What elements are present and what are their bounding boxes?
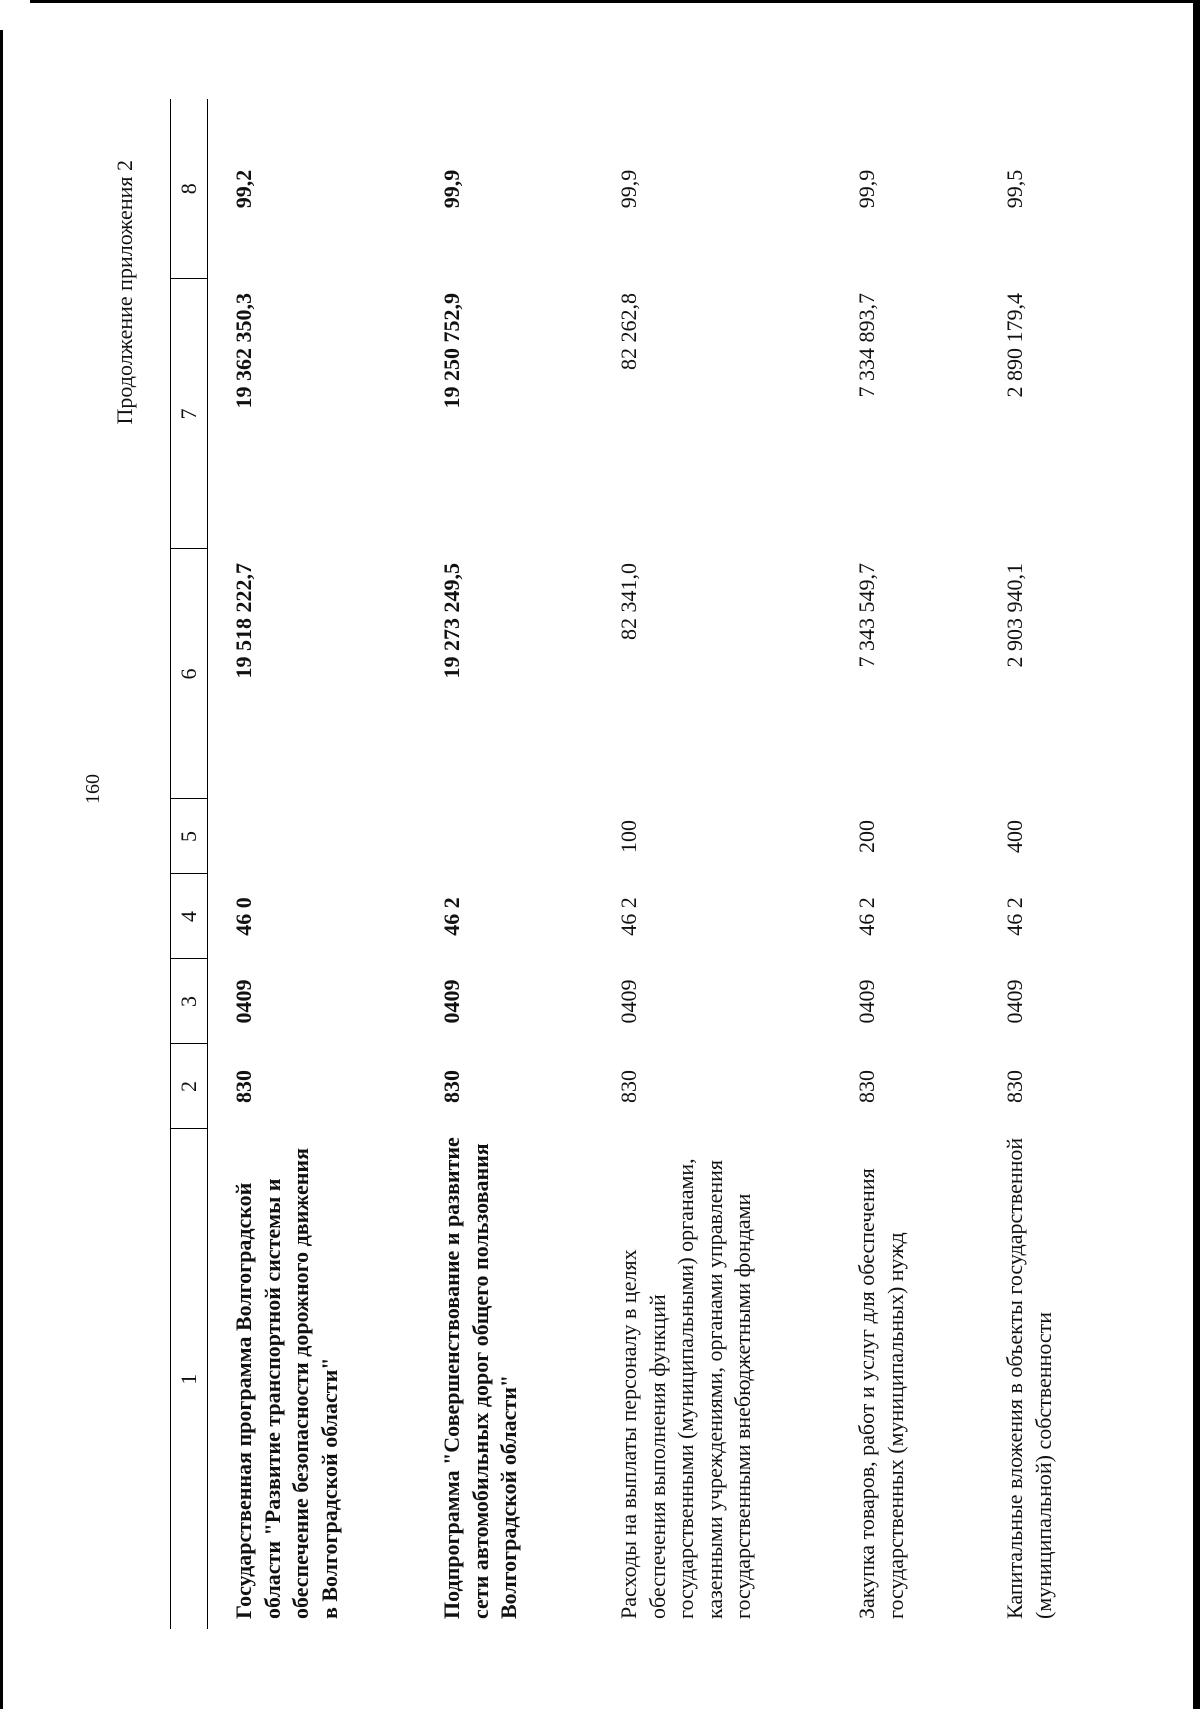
cell-actual: 19 250 752,9 xyxy=(439,293,464,409)
cell-admin-code: 830 xyxy=(616,1070,641,1103)
table-row xyxy=(979,99,1127,1629)
cell-expense-type xyxy=(416,799,593,874)
cell-percent: 99,9 xyxy=(854,169,879,209)
cell-planned: 2 903 940,1 xyxy=(1002,563,1027,668)
cell-admin-code: 830 xyxy=(439,1070,464,1103)
cell-section-code: 0409 xyxy=(231,979,256,1024)
row-description: Государственная программа Волгоградской области "Развитие транспортной системы и обеспечение безопасности дорожного движения в Волгоградской области" xyxy=(231,1148,342,1619)
table-row xyxy=(831,99,979,1629)
cell-target-code: 46 2 xyxy=(1002,897,1027,936)
cell-section-code: 0409 xyxy=(439,979,464,1024)
cell-admin-code: 830 xyxy=(231,1070,256,1103)
cell-planned: 19 273 249,5 xyxy=(439,563,464,679)
cell-section-code: 0409 xyxy=(1002,979,1027,1024)
cell-actual: 19 362 350,3 xyxy=(231,293,256,409)
budget-table xyxy=(170,99,1127,1629)
cell-target-code: 46 2 xyxy=(854,897,879,936)
cell-expense-type xyxy=(208,799,417,874)
cell-section-code: 0409 xyxy=(616,979,641,1024)
page-number: 160 xyxy=(82,774,104,804)
cell-admin-code: 830 xyxy=(854,1070,879,1103)
continuation-label: Продолжение приложения 2 xyxy=(112,160,137,425)
table-row xyxy=(416,99,593,1629)
cell-percent: 99,9 xyxy=(439,169,464,209)
row-description: Капитальные вложения в объекты государственной (муниципальной) собственности xyxy=(1002,1137,1056,1619)
cell-actual: 2 890 179,4 xyxy=(1002,293,1027,398)
header-row xyxy=(171,99,208,1629)
table-row xyxy=(593,99,831,1629)
row-description: Расходы на выплаты персоналу в целях обеспечения выполнения функций государственными (муниципальными) органами, казенными учреждениями, органами управления государственными внебюджетными фондами xyxy=(616,1158,756,1619)
cell-actual: 7 334 893,7 xyxy=(854,293,879,398)
header-col-8: 8 xyxy=(171,99,208,279)
header-col-1: 1 xyxy=(171,1129,208,1629)
cell-planned: 82 341,0 xyxy=(616,563,641,640)
cell-admin-code: 830 xyxy=(1002,1070,1027,1103)
header-col-5: 5 xyxy=(171,799,208,874)
cell-percent: 99,9 xyxy=(616,169,641,209)
cell-planned: 19 518 222,7 xyxy=(231,563,256,679)
header-col-4: 4 xyxy=(171,874,208,959)
cell-expense-type: 100 xyxy=(616,820,641,853)
cell-expense-type: 400 xyxy=(1002,820,1027,853)
header-col-3: 3 xyxy=(171,959,208,1044)
cell-target-code: 46 0 xyxy=(231,897,256,936)
header-col-6: 6 xyxy=(171,549,208,799)
header-col-2: 2 xyxy=(171,1044,208,1129)
cell-expense-type: 200 xyxy=(854,820,879,853)
table-row xyxy=(208,99,417,1629)
cell-target-code: 46 2 xyxy=(616,897,641,936)
cell-target-code: 46 2 xyxy=(439,897,464,936)
cell-percent: 99,2 xyxy=(231,169,256,209)
cell-planned: 7 343 549,7 xyxy=(854,563,879,668)
row-description: Закупка товаров, работ и услуг для обеспечения государственных (муниципальных) нужд xyxy=(854,1168,908,1619)
cell-section-code: 0409 xyxy=(854,979,879,1024)
row-description: Подпрограмма "Совершенствование и развитие сети автомобильных дорог общего пользования Волгоградской области" xyxy=(439,1137,522,1619)
cell-actual: 82 262,8 xyxy=(616,293,641,370)
cell-percent: 99,5 xyxy=(1002,169,1027,209)
header-col-7: 7 xyxy=(171,279,208,549)
